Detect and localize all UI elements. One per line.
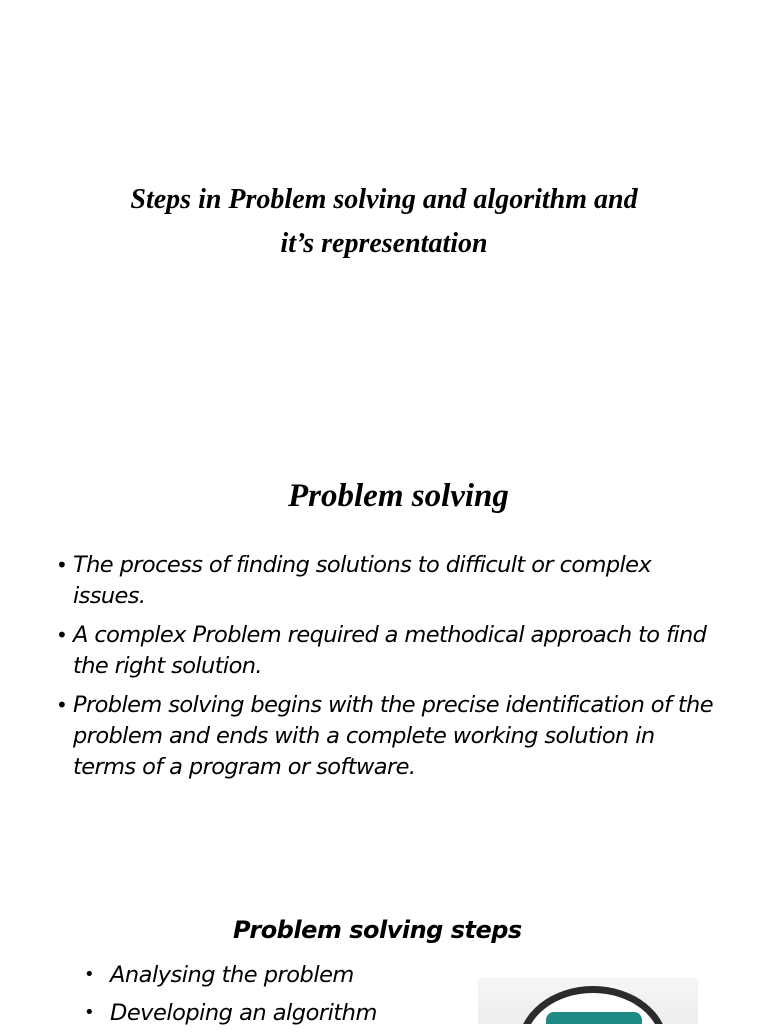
slide-problem-solving-steps <box>0 880 768 1024</box>
list-item-text: A complex Problem required a methodical approach to find the right solution. <box>73 622 707 679</box>
problem-graphic-icon <box>478 978 698 1024</box>
bullet-list <box>56 550 716 791</box>
list-item-text: The process of finding solutions to difficult or complex issues. <box>73 552 652 609</box>
list-item <box>56 620 716 682</box>
graphic-accent <box>546 1012 642 1024</box>
list-item <box>56 550 716 612</box>
list-item-text: Developing an algorithm <box>110 1000 377 1026</box>
slide-heading: Problem solving steps <box>233 916 522 944</box>
bullet-list <box>84 956 464 1032</box>
slide-heading: Problem solving <box>288 478 509 514</box>
slide-title <box>0 0 768 440</box>
bullet-icon: • <box>84 964 95 985</box>
presentation-title-line-1: Steps in Problem solving and algorithm and <box>130 184 638 215</box>
bullet-icon: • <box>56 553 68 577</box>
bullet-icon: • <box>84 1002 95 1023</box>
bullet-icon: • <box>56 623 68 647</box>
list-item-text: Problem solving begins with the precise identification of the problem and ends with a complete working solution in terms of a program or software. <box>73 692 713 780</box>
slide-problem-solving <box>0 440 768 880</box>
presentation-title <box>0 178 768 266</box>
bullet-icon: • <box>56 693 68 717</box>
list-item <box>84 956 464 994</box>
list-item-text: Analysing the problem <box>110 962 354 988</box>
list-item <box>84 994 464 1032</box>
presentation-title-line-2: it’s representation <box>280 228 488 259</box>
list-item <box>56 690 716 783</box>
